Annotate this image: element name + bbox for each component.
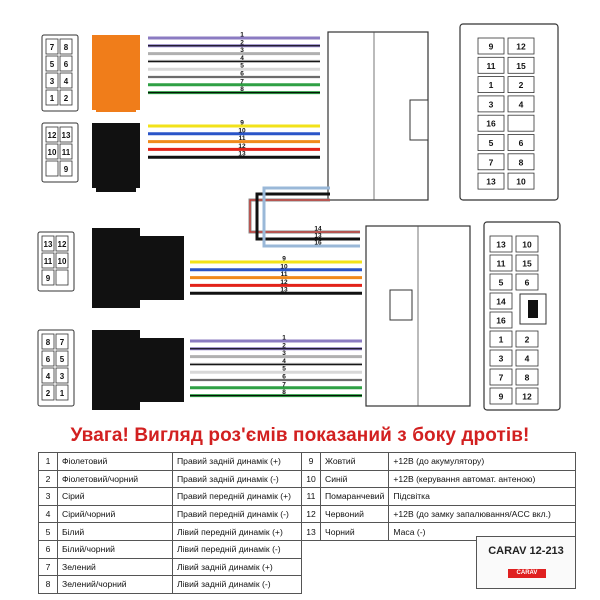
table-cell-n: 3 [39,488,58,506]
table-cell-n2: 10 [302,470,321,488]
cross-wire-label: 16 [314,239,322,247]
table-cell-n2: 13 [302,523,321,541]
table-cell-func: Лівий передній динамік (-) [173,540,302,558]
table-cell-n: 8 [39,576,58,594]
top-left-pinout-a-pin-label: 3 [49,77,55,86]
table-cell-color: Сірий/чорний [58,505,173,523]
model-box [476,536,576,589]
bottom-right-pinout-pin-label: 15 [522,258,532,269]
bottom-right-pinout-pin-label: 3 [498,353,504,364]
top-b-wire-label: 10 [238,127,246,135]
top-a-wire-label: 5 [240,62,244,70]
bottom-right-pinout-pin-label: 7 [498,372,504,383]
bottom-left-pinout-b-pin-label: 5 [59,355,65,364]
top-left-pinout-b-pin-label: 13 [61,131,71,140]
top-left-pinout-b-cell [46,161,58,176]
bottom-right-pinout-pin-label: 10 [522,239,532,250]
bottom-right-pinout-pin-label: 13 [496,239,506,250]
top-b-wire-label: 9 [240,119,244,127]
table-cell-func2: +12В (керування автомат. антеною) [389,470,576,488]
top-left-pinout-a-pin-label: 4 [63,77,69,86]
table-cell-color2: Синій [321,470,389,488]
bottom-left-pinout-a-pin-label: 13 [43,240,53,249]
table-cell-func: Лівий задній динамік (-) [173,576,302,594]
black-plug-bottom-b-base [140,338,184,402]
bottom-b-wire-label: 2 [282,342,286,350]
bottom-b-wire-label: 8 [282,389,286,397]
top-left-pinout-a-pin-label: 2 [63,94,69,103]
bottom-right-pinout-pin-label: 4 [524,353,530,364]
bottom-right-pinout-pin-label: 16 [496,315,506,326]
table-cell-func: Правий передній динамік (+) [173,488,302,506]
bottom-b-wire-label: 1 [282,334,286,342]
table-cell-n2: 11 [302,488,321,506]
top-a-wire-label: 6 [240,70,244,78]
bottom-left-pinout-b-pin-label: 6 [45,355,51,364]
table-row [39,505,576,523]
top-a-wire-label: 2 [240,39,244,47]
bottom-right-pinout-pin-label: 14 [496,296,506,307]
top-a-wire-label: 4 [240,54,244,62]
bottom-left-pinout-b-pin-label: 3 [59,372,65,381]
bottom-a-wire-label: 13 [280,286,288,294]
top-right-pinout-pin-label: 3 [488,99,494,110]
table-cell-color: Сірий [58,488,173,506]
table-cell-func: Правий передній динамік (-) [173,505,302,523]
table-cell-color: Фіолетовий/чорний [58,470,173,488]
table-cell-n: 4 [39,505,58,523]
bottom-right-pinout-pin-label: 9 [498,391,504,402]
bottom-left-pinout-a-cell [56,270,68,285]
top-left-pinout-b-pin-label: 10 [47,148,57,157]
table-cell-func: Лівий передній динамік (+) [173,523,302,541]
top-b-wire-label: 11 [238,135,246,143]
top-right-pinout-pin-label: 13 [486,176,496,187]
top-left-pinout-b-pin-label: 9 [63,165,69,174]
top-a-wire-label: 7 [240,78,244,86]
bottom-right-pinout-pin-label: 11 [496,258,506,269]
table-cell-color: Фіолетовий [58,453,173,471]
table-cell-func: Правий задній динамік (-) [173,470,302,488]
top-right-pinout-pin-label: 5 [488,138,494,148]
top-right-pinout-pin-label: 12 [516,41,526,52]
table-row [39,488,576,506]
bottom-left-pinout-a-pin-label: 10 [57,257,67,266]
table-cell-func2: +12В (до акумулятору) [389,453,576,471]
black-plug-bottom-b [92,330,140,410]
bottom-left-pinout-a-pin-label: 11 [43,257,53,266]
table-cell-n2: 12 [302,505,321,523]
table-cell-n2: 9 [302,453,321,471]
black-plug-top-base [96,178,136,192]
table-row [39,453,576,471]
bottom-right-plug-latch [390,290,412,320]
black-plug-bottom-a [92,228,140,308]
table-cell-color2: Червоний [321,505,389,523]
top-a-wire-label: 3 [240,47,244,55]
bottom-b-wire-label: 6 [282,373,286,381]
bottom-right-pinout-pin-label: 2 [524,334,530,345]
bottom-left-pinout-b-pin-label: 7 [59,338,65,347]
table-cell-n: 6 [39,540,58,558]
top-right-pinout-pin-label: 15 [516,60,526,71]
cross-wire [250,200,360,232]
table-cell-n: 1 [39,453,58,471]
bottom-right-pinout-pin-label: 12 [522,391,532,402]
bottom-b-wire-label: 7 [282,381,286,389]
bottom-left-pinout-a-pin-label: 9 [45,274,51,283]
top-b-wire-label: 12 [238,142,246,150]
table-cell-func2: Маса (-) [389,523,576,541]
table-cell-func: Лівий задній динамік (+) [173,558,302,576]
black-plug-bottom-a-base [140,236,184,300]
bottom-left-pinout-b-pin-label: 8 [45,338,51,347]
bottom-b-wire-label: 4 [282,357,286,365]
top-right-pinout-pin-label: 6 [518,138,524,148]
top-left-pinout-b-pin-label: 11 [61,148,71,157]
bottom-right-pinout-pin-label: 6 [524,277,530,288]
table-cell-color2: Жовтий [321,453,389,471]
table-cell-color: Білий/чорний [58,540,173,558]
table-cell-n: 7 [39,558,58,576]
table-cell-color: Білий [58,523,173,541]
top-right-pinout-pin-label: 11 [486,60,496,71]
top-b-wire-label: 13 [238,150,246,158]
top-right-pinout-pin-label: 10 [516,176,526,187]
top-left-pinout-a-pin-label: 1 [49,94,55,103]
table-cell-n: 5 [39,523,58,541]
brand-logo: CARAV [508,569,546,578]
cross-wire-stripe [250,200,360,232]
table-row [39,470,576,488]
table-cell-func: Правий задній динамік (+) [173,453,302,471]
bottom-b-wire-label: 3 [282,350,286,358]
orange-plug-base [96,98,136,112]
bottom-right-pinout-pin-label: 1 [498,334,504,345]
table-cell-color: Зелений [58,558,173,576]
bottom-a-wire-label: 12 [280,278,288,286]
table-cell-func2: +12В (до замку запалювання/ACC вкл.) [389,505,576,523]
bottom-left-pinout-a-pin-label: 12 [57,240,67,249]
top-right-pinout-pin-label: 2 [518,80,524,91]
top-a-wire-label: 1 [240,31,244,39]
top-right-pinout-pin-label: 8 [518,157,524,168]
top-right-pinout-cell [508,115,534,131]
bottom-left-pinout-b-pin-label: 4 [45,372,51,381]
cross-wire-label: 14 [314,225,322,233]
top-right-pinout-pin-label: 7 [488,157,494,168]
bottom-a-wire-label: 10 [280,263,288,271]
table-cell-color2: Помаранчевий [321,488,389,506]
table-cell-color2: Чорний [321,523,389,541]
bottom-a-wire-label: 9 [282,255,286,263]
top-right-pinout-pin-label: 1 [488,80,494,91]
table-cell-func2: Підсвітка [389,488,576,506]
table-cell-n: 2 [39,470,58,488]
top-right-pinout-pin-label: 16 [486,118,496,129]
top-left-pinout-a-pin-label: 8 [63,43,69,52]
bottom-left-pinout-b-pin-label: 2 [45,389,51,398]
top-right-pinout-pin-label: 4 [518,99,524,110]
bottom-right-pinout-pin-label: 5 [498,277,504,288]
bottom-right-pinout-pin-label: 8 [524,372,530,383]
top-a-wire-label: 8 [240,86,244,94]
top-left-pinout-a-pin-label: 6 [63,60,69,69]
model-name: CARAV 12-213 [488,545,564,557]
bottom-a-wire-label: 11 [280,271,288,279]
warning-heading: Увага! Вигляд роз'ємів показаний з боку дротів! [70,425,530,446]
bottom-left-pinout-b-pin-label: 1 [59,389,65,398]
top-left-pinout-a-pin-label: 5 [49,60,55,69]
top-left-pinout-b-pin-label: 12 [47,131,57,140]
bottom-b-wire-label: 5 [282,365,286,373]
cross-wire-label: 13 [314,232,322,240]
table-cell-color: Зелений/чорний [58,576,173,594]
top-right-plug-latch [410,100,428,140]
top-right-pinout-pin-label: 9 [488,41,494,52]
top-left-pinout-a-pin-label: 7 [49,43,55,52]
bottom-right-pinout-latch-key [528,300,538,318]
